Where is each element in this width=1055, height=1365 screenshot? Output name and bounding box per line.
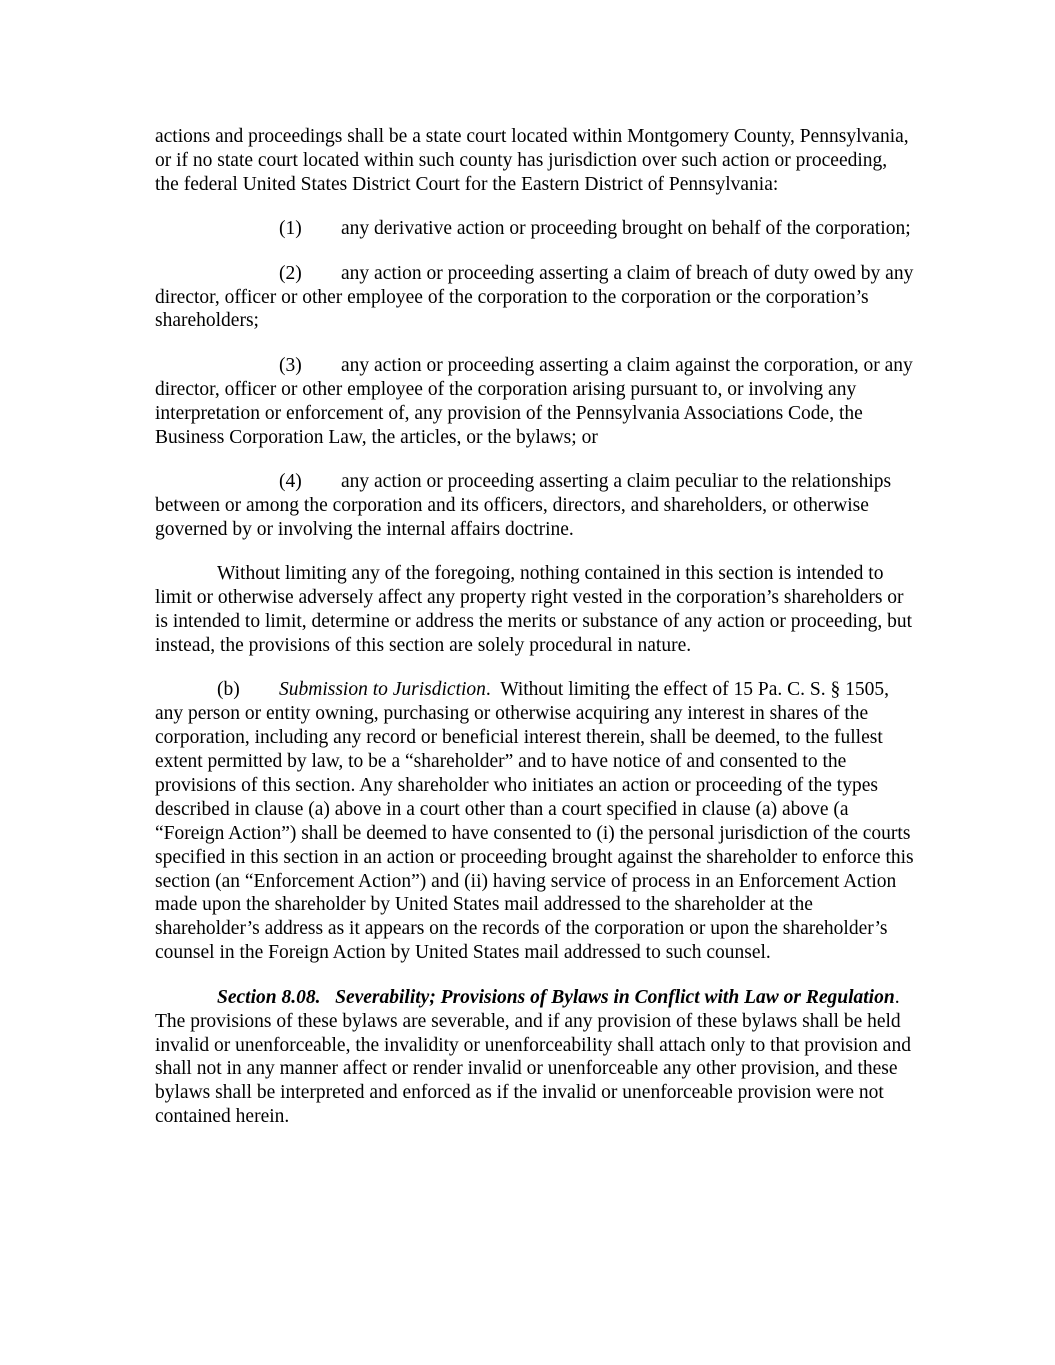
heading-punct: . xyxy=(485,679,491,701)
section-b-heading: Submission to Jurisdiction xyxy=(279,679,486,701)
clause-number: (4) xyxy=(279,470,302,492)
clause-4 xyxy=(155,470,915,542)
clause-text: any action or proceeding asserting a claim against the corporation, or any director, officer or other employee of the corporation arising pursuant to, or involving any interpretation or enforcement of, any provision of the Pennsylvania Associations Code, the Business Corporation Law, the articles, or the bylaws; or xyxy=(155,354,913,448)
without-limiting-paragraph xyxy=(155,562,915,658)
clause-text: any action or proceeding asserting a claim of breach of duty owed by any director, officer or other employee of the corporation to the corporation or the corporation’s shareholders; xyxy=(155,262,914,332)
section-808-number: Section 8.08. xyxy=(217,986,321,1008)
intro-paragraph: actions and proceedings shall be a state court located within Montgomery County, Pennsylvania, or if no state court located within such county has jurisdiction over such action or proceeding, the federal United States District Court for the Eastern District of Pennsylvania: xyxy=(155,126,909,195)
section-b-text: Without limiting the effect of 15 Pa. C. S. § 1505, any person or entity owning, purchasing or otherwise acquiring any interest in shares of the corporation, including any record or beneficial interest therein, shall be deemed, to the fullest extent permitted by law, to be a “shareholder” and to have notice of and consented to the provisions of this section. Any shareholder who initiates an action or proceeding of the types described in clause (a) above in a court other than a court specified in clause (a) above (a “Foreign Action”) shall be deemed to have consented to (i) the personal jurisdiction of the courts specified in this section in an action or proceeding brought against the shareholder to enforce this section (an “Enforcement Action”) and (ii) having service of process in an Enforcement Action made upon the shareholder by United States mail addressed to the shareholder at the shareholder’s address as it appears on the records of the corporation or upon the shareholder’s counsel in the Foreign Action by United States mail addressed to such counsel. xyxy=(155,679,914,964)
clause-2 xyxy=(155,262,915,334)
clause-number: (1) xyxy=(279,218,302,240)
clause-3 xyxy=(155,354,915,450)
clause-1 xyxy=(155,217,915,241)
document-page xyxy=(155,125,915,1150)
clause-text: any action or proceeding asserting a claim peculiar to the relationships between or among the corporation and its officers, directors, and shareholders, or otherwise governed by or involving the internal affairs doctrine. xyxy=(155,470,892,540)
paragraph-text: Without limiting any of the foregoing, nothing contained in this section is intended to limit or otherwise adversely affect any property right vested in the corporation’s shareholders or is intended to limit, determine or address the merits or substance of any action or proceeding, but instead, the provisions of this section are solely procedural in nature. xyxy=(155,563,913,656)
clause-text: any derivative action or proceeding brought on behalf of the corporation; xyxy=(341,218,911,240)
section-808-paragraph xyxy=(155,986,915,1129)
section-808-text: The provisions of these bylaws are severable, and if any provision of these bylaws shall be held invalid or unenforceable, the invalidity or unenforceability shall attach only to that provision and shall not in any manner affect or render invalid or unenforceable any other provision, and these bylaws shall be interpreted and enforced as if the invalid or unenforceable provision were not contained herein. xyxy=(155,1010,911,1128)
section-b-label: (b) xyxy=(217,679,240,701)
title-punct: . xyxy=(894,986,900,1008)
section-b-paragraph xyxy=(155,678,915,965)
clause-number: (3) xyxy=(279,354,302,376)
clause-number: (2) xyxy=(279,262,302,284)
section-808-title: Severability; Provisions of Bylaws in Conflict with Law or Regulation xyxy=(335,986,895,1008)
